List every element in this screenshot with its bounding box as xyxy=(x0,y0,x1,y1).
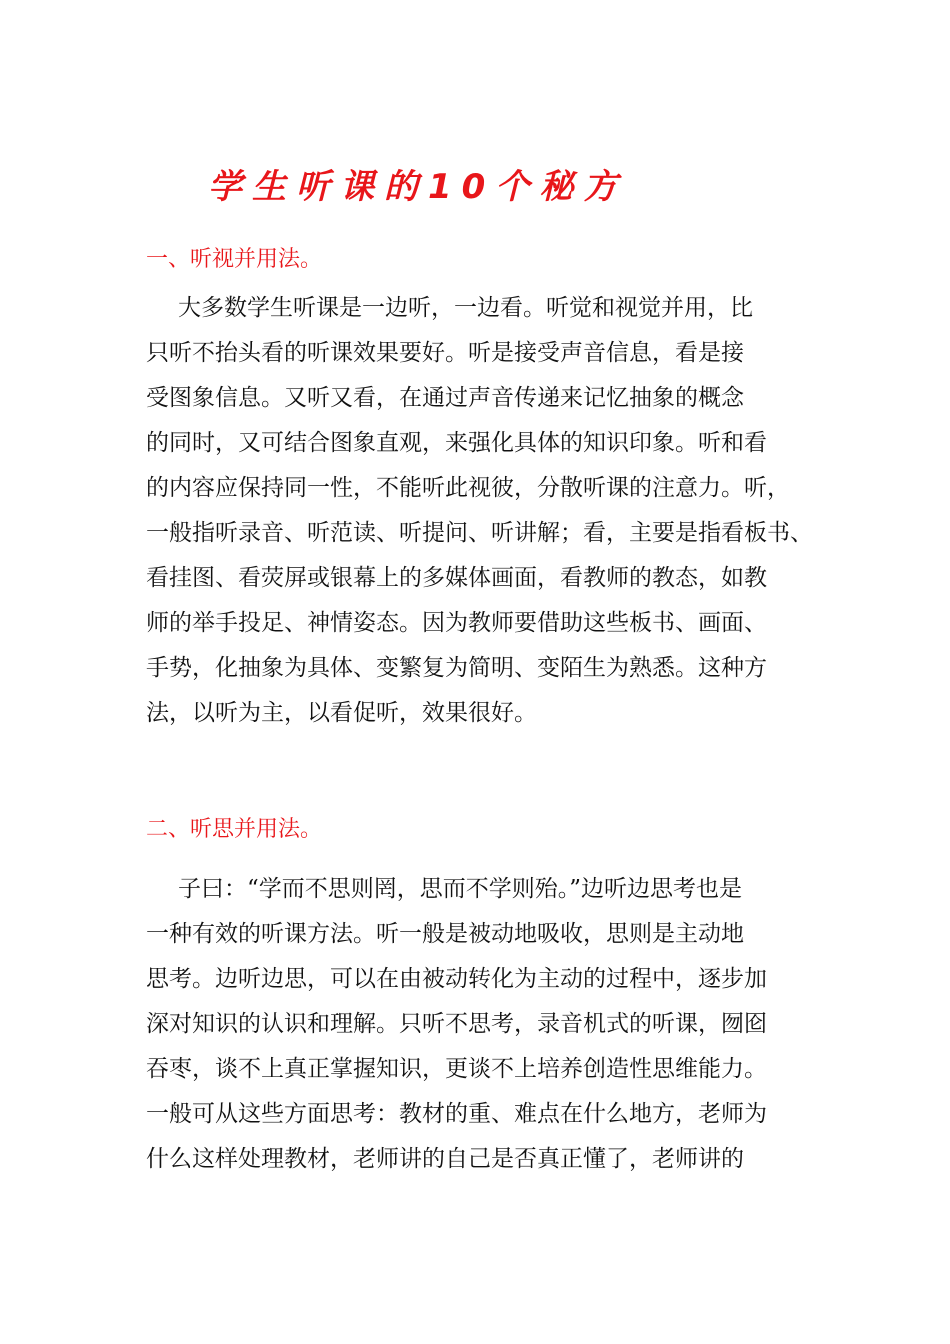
paragraph-line: 法，以听为主，以看促听，效果很好。 xyxy=(146,700,537,726)
paragraph-line: 子曰：“学而不思则罔，思而不学则殆。”边听边思考也是 xyxy=(178,876,743,902)
paragraph-line: 思考。边听边思，可以在由被动转化为主动的过程中，逐步加 xyxy=(146,966,767,992)
paragraph-line: 大多数学生听课是一边听，一边看。听觉和视觉并用，比 xyxy=(178,295,753,321)
section-heading-2: 二、听思并用法。 xyxy=(146,817,323,842)
paragraph-line: 什么这样处理教材，老师讲的自己是否真正懂了，老师讲的 xyxy=(146,1146,744,1172)
paragraph-line: 一般指听录音、听范读、听提问、听讲解；看，主要是指看板书、 xyxy=(146,520,813,546)
paragraph-line: 的同时，又可结合图象直观，来强化具体的知识印象。听和看 xyxy=(146,430,767,456)
paragraph-line: 手势，化抽象为具体、变繁复为简明、变陌生为熟悉。这种方 xyxy=(146,655,767,681)
paragraph-line: 只听不抬头看的听课效果要好。听是接受声音信息，看是接 xyxy=(146,340,744,366)
paragraph-line: 看挂图、看荧屏或银幕上的多媒体画面，看教师的教态，如教 xyxy=(146,565,767,591)
section-heading-1: 一、听视并用法。 xyxy=(146,247,323,272)
paragraph-line: 深对知识的认识和理解。只听不思考，录音机式的听课，囫囵 xyxy=(146,1011,767,1037)
paragraph-line: 的内容应保持同一性，不能听此视彼，分散听课的注意力。听， xyxy=(146,475,790,501)
paragraph-line: 吞枣，谈不上真正掌握知识，更谈不上培养创造性思维能力。 xyxy=(146,1056,767,1082)
document-title: 学生听课的10个秘方 xyxy=(208,167,628,207)
paragraph-line: 一种有效的听课方法。听一般是被动地吸收，思则是主动地 xyxy=(146,921,744,947)
section-paragraph-2 xyxy=(146,867,826,1182)
paragraph-line: 一般可从这些方面思考：教材的重、难点在什么地方，老师为 xyxy=(146,1101,767,1127)
paragraph-line: 受图象信息。又听又看，在通过声音传递来记忆抽象的概念 xyxy=(146,385,744,411)
section-paragraph-1 xyxy=(146,286,826,736)
paragraph-line: 师的举手投足、神情姿态。因为教师要借助这些板书、画面、 xyxy=(146,610,767,636)
